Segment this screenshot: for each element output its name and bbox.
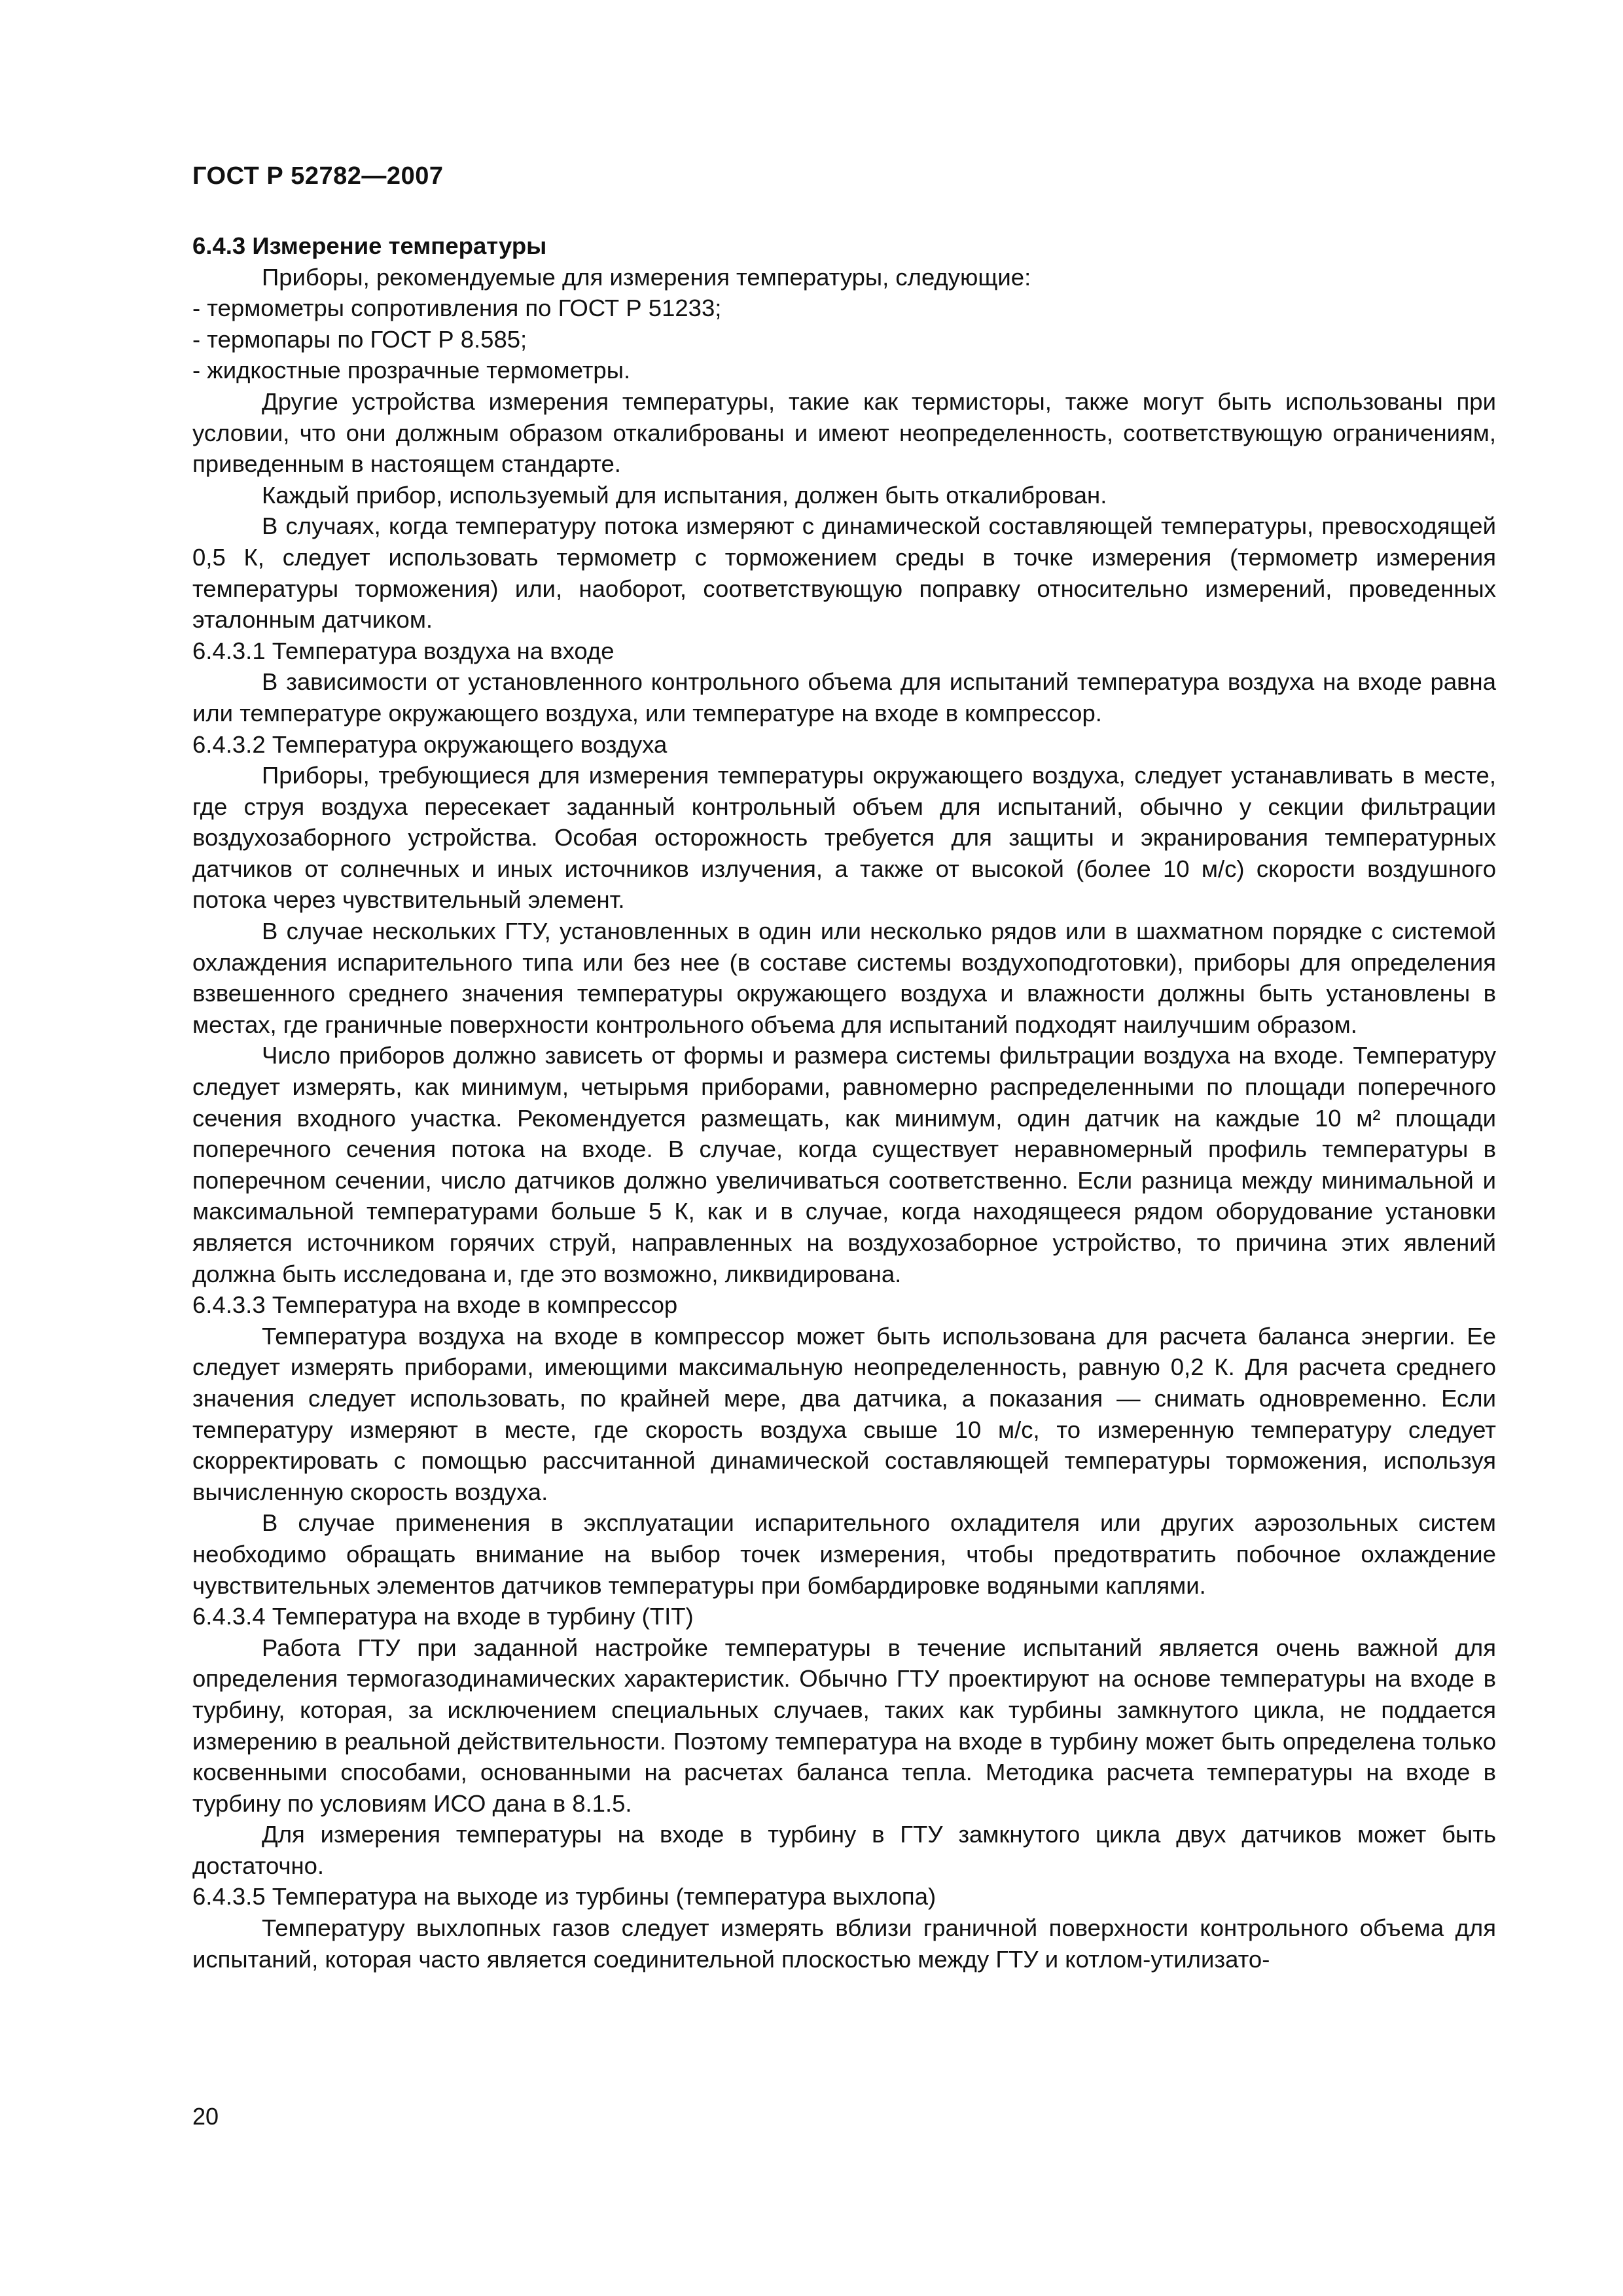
paragraph: Для измерения температуры на входе в турбину в ГТУ замкнутого цикла двух датчиков может быть достаточно.	[192, 1821, 1496, 1879]
list-item: - жидкостные прозрачные термометры.	[192, 357, 631, 384]
paragraph: Температуру выхлопных газов следует измерять вблизи граничной поверхности контрольного объема для испытаний, которая часто является соединительной плоскостью между ГТУ и котлом-утилизато-	[192, 1914, 1496, 1973]
list-item: - термометры сопротивления по ГОСТ Р 51233;	[192, 295, 722, 322]
subsection-heading: 6.4.3.1 Температура воздуха на входе	[192, 637, 615, 664]
paragraph: Число приборов должно зависеть от формы и размера системы фильтрации воздуха на входе. Температуру следует измерять, как минимум, четырьмя приборами, равномерно распределенными по площади поперечного сечения входного участка. Рекомендуется размещать, как минимум, один датчик на каждые 10 м² площади поперечного сечения потока на входе. В случае, когда существует неравномерный профиль температуры в поперечном сечении, число датчиков должно увеличиваться соответственно. Если разница между минимальной и максимальной температурами больше 5 К, как и в случае, когда находящееся рядом оборудование установки является источником горячих струй, направленных на воздухозаборное устройство, то причина этих явлений должна быть исследована и, где это возможно, ликвидирована.	[192, 1042, 1496, 1287]
section-title: 6.4.3 Измерение температуры	[192, 232, 547, 259]
paragraph: Работа ГТУ при заданной настройке температуры в течение испытаний является очень важной для определения термогазодинамических характеристик. Обычно ГТУ проектируют на основе температуры на входе в турбину, которая, за исключением специальных случаев, таких как турбины замкнутого цикла, не поддается измерению в реальной действительности. Поэтому температура на входе в турбину может быть определена только косвенными способами, основанными на расчетах баланса тепла. Методика расчета температуры на входе в турбину по условиям ИСО дана в 8.1.5.	[192, 1634, 1496, 1817]
document-body	[192, 230, 1496, 1975]
paragraph: В случае нескольких ГТУ, установленных в один или несколько рядов или в шахматном порядке с системой охлаждения испарительного типа или без нее (в составе системы воздухоподготовки), приборы для определения взвешенного среднего значения температуры окружающего воздуха и влажности должны быть установлены в местах, где граничные поверхности контрольного объема для испытаний подходят наилучшим образом.	[192, 918, 1496, 1038]
page-number: 20	[192, 2103, 219, 2130]
paragraph: Приборы, рекомендуемые для измерения температуры, следующие:	[262, 263, 1031, 291]
paragraph: В случае применения в эксплуатации испарительного охладителя или других аэрозольных систем необходимо обращать внимание на выбор точек измерения, чтобы предотвратить побочное охлаждение чувствительных элементов датчиков температуры при бомбардировке водяными каплями.	[192, 1509, 1496, 1599]
paragraph: Каждый прибор, используемый для испытания, должен быть откалиброван.	[262, 481, 1107, 509]
paragraph: Другие устройства измерения температуры, такие как термисторы, также могут быть использованы при условии, что они должным образом откалиброваны и имеют неопределенность, соответствующую ограничениям, приведенным в настоящем стандарте.	[192, 387, 1496, 478]
standard-code-header: ГОСТ Р 52782—2007	[192, 162, 444, 190]
paragraph: Приборы, требующиеся для измерения температуры окружающего воздуха, следует устанавливать в месте, где струя воздуха пересекает заданный контрольный объем для испытаний, обычно у секции фильтрации воздухозаборного устройства. Особая осторожность требуется для защиты и экранирования температурных датчиков от солнечных и иных источников излучения, а также от высокой (более 10 м/с) скорости воздушного потока через чувствительный элемент.	[192, 762, 1496, 914]
subsection-heading: 6.4.3.2 Температура окружающего воздуха	[192, 730, 668, 758]
subsection-heading: 6.4.3.3 Температура на входе в компрессор	[192, 1291, 678, 1319]
subsection-heading: 6.4.3.5 Температура на выходе из турбины (температура выхлопа)	[192, 1883, 936, 1910]
paragraph: В случаях, когда температуру потока измеряют с динамической составляющей температуры, превосходящей 0,5 К, следует использовать термометр с торможением среды в точке измерения (термометр измерения температуры торможения) или, наоборот, соответствующую поправку относительно измерений, проведенных эталонным датчиком.	[192, 512, 1496, 634]
list-item: - термопары по ГОСТ Р 8.585;	[192, 325, 527, 353]
paragraph: Температура воздуха на входе в компрессор может быть использована для расчета баланса энергии. Ее следует измерять приборами, имеющими максимальную неопределенность, равную 0,2 К. Для расчета среднего значения следует использовать, по крайней мере, два датчика, а показания — снимать одновременно. Если температуру измеряют в месте, где скорость воздуха свыше 10 м/с, то измеренную температуру следует скорректировать с помощью рассчитанной динамической составляющей температуры торможения, используя вычисленную скорость воздуха.	[192, 1322, 1496, 1505]
paragraph: В зависимости от установленного контрольного объема для испытаний температура воздуха на входе равна или температуре окружающего воздуха, или температуре на входе в компрессор.	[192, 668, 1496, 726]
subsection-heading: 6.4.3.4 Температура на входе в турбину (TIT)	[192, 1603, 694, 1630]
